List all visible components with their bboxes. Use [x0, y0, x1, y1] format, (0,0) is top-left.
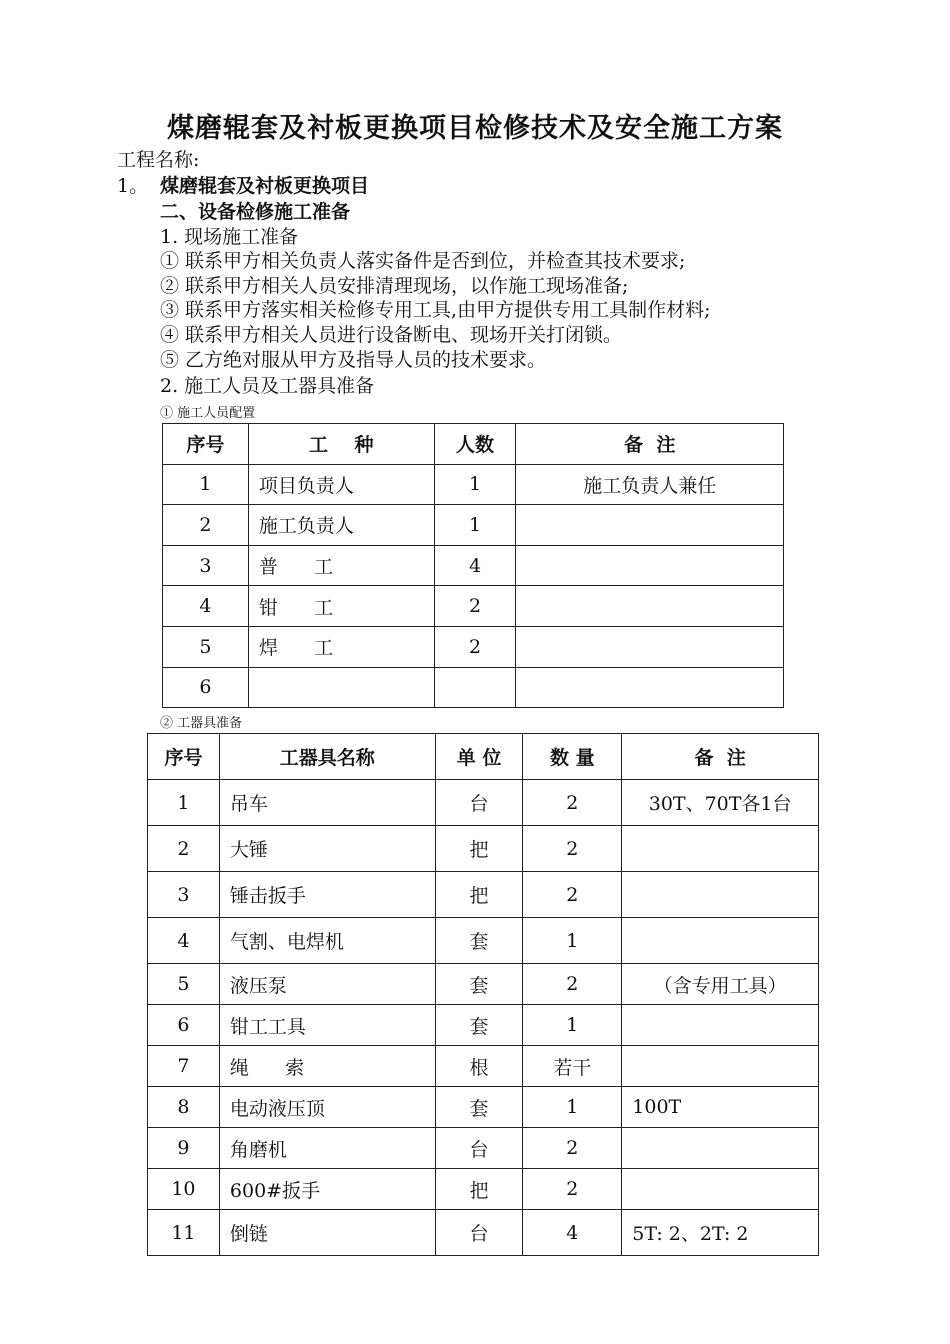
- table-row: [163, 545, 784, 586]
- cell-note: [622, 826, 819, 872]
- cell-tool-name: 大锤: [219, 826, 435, 872]
- cell-unit: 套: [435, 918, 523, 964]
- cell-index: 1: [163, 464, 249, 505]
- cell-note: 施工负责人兼任: [516, 464, 784, 505]
- cell-note: [622, 1005, 819, 1046]
- prep-item-2: ② 联系甲方相关人员安排清理现场，以作施工现场准备;: [160, 275, 629, 297]
- cell-unit: 套: [435, 964, 523, 1005]
- cell-quantity: 2: [523, 826, 622, 872]
- cell-note: [622, 1169, 819, 1210]
- subsection-1-heading: 1. 现场施工准备: [160, 226, 299, 248]
- header-cell: 序号: [163, 424, 249, 465]
- cell-count: [434, 667, 516, 708]
- cell-unit: 把: [435, 1169, 523, 1210]
- cell-role: 焊 工: [248, 626, 434, 667]
- cell-note: [516, 545, 784, 586]
- table-row: [148, 872, 819, 918]
- cell-count: 2: [434, 586, 516, 627]
- cell-note: 100T: [622, 1087, 819, 1128]
- cell-index: 3: [148, 872, 220, 918]
- cell-quantity: 1: [523, 1087, 622, 1128]
- table-row: [148, 826, 819, 872]
- cell-note: [622, 1046, 819, 1087]
- header-cell: 工器具名称: [219, 734, 435, 780]
- table-row: [148, 964, 819, 1005]
- cell-index: 1: [148, 780, 220, 826]
- table-row: [148, 918, 819, 964]
- cell-tool-name: 锤击扳手: [219, 872, 435, 918]
- project-name-label: 工程名称:: [117, 149, 200, 171]
- prep-item-4: ④ 联系甲方相关人员进行设备断电、现场开关打闭锁。: [160, 324, 623, 346]
- prep-item-1: ① 联系甲方相关负责人落实备件是否到位，并检查其技术要求;: [160, 250, 686, 272]
- cell-index: 5: [163, 626, 249, 667]
- header-cell: 工 种: [248, 424, 434, 465]
- cell-index: 10: [148, 1169, 220, 1210]
- table-row: [148, 1087, 819, 1128]
- cell-tool-name: 600#扳手: [219, 1169, 435, 1210]
- table-row: [148, 1005, 819, 1046]
- cell-quantity: 1: [523, 918, 622, 964]
- cell-note: [516, 667, 784, 708]
- cell-index: 8: [148, 1087, 220, 1128]
- section-2-heading: 二、设备检修施工准备: [160, 201, 351, 223]
- cell-role: 钳 工: [248, 586, 434, 627]
- header-cell: 单 位: [435, 734, 523, 780]
- table-row: [163, 505, 784, 546]
- cell-tool-name: 液压泵: [219, 964, 435, 1005]
- cell-index: 6: [148, 1005, 220, 1046]
- cell-quantity: 2: [523, 780, 622, 826]
- table-header-row: [163, 424, 784, 465]
- table-row: [163, 464, 784, 505]
- cell-note: [622, 918, 819, 964]
- cell-note: [516, 626, 784, 667]
- cell-index: 2: [148, 826, 220, 872]
- subsection-2-heading: 2. 施工人员及工器具准备: [160, 375, 375, 397]
- cell-count: 4: [434, 545, 516, 586]
- table-row: [148, 1210, 819, 1256]
- cell-index: 4: [163, 586, 249, 627]
- cell-unit: 套: [435, 1005, 523, 1046]
- cell-unit: 把: [435, 826, 523, 872]
- prep-item-3: ③ 联系甲方落实相关检修专用工具,由甲方提供专用工具制作材料;: [160, 299, 711, 321]
- tools-caption: ② 工器具准备: [160, 716, 243, 731]
- header-cell: 序号: [148, 734, 220, 780]
- cell-tool-name: 倒链: [219, 1210, 435, 1256]
- cell-quantity: 4: [523, 1210, 622, 1256]
- document-title: 煤磨辊套及衬板更换项目检修技术及安全施工方案: [167, 113, 783, 144]
- cell-role: 项目负责人: [248, 464, 434, 505]
- cell-quantity: 2: [523, 964, 622, 1005]
- cell-unit: 台: [435, 1210, 523, 1256]
- cell-index: 5: [148, 964, 220, 1005]
- table-row: [148, 1046, 819, 1087]
- cell-unit: 台: [435, 780, 523, 826]
- cell-count: 1: [434, 464, 516, 505]
- personnel-table: [162, 423, 784, 708]
- cell-index: 6: [163, 667, 249, 708]
- item-1-text: 煤磨辊套及衬板更换项目: [160, 175, 370, 197]
- table-header-row: [148, 734, 819, 780]
- cell-tool-name: 钳工工具: [219, 1005, 435, 1046]
- table-row: [148, 1169, 819, 1210]
- prep-item-5: ⑤ 乙方绝对服从甲方及指导人员的技术要求。: [160, 349, 547, 371]
- cell-quantity: 2: [523, 1128, 622, 1169]
- header-cell: 备 注: [622, 734, 819, 780]
- cell-tool-name: 电动液压顶: [219, 1087, 435, 1128]
- cell-tool-name: 吊车: [219, 780, 435, 826]
- table-row: [163, 586, 784, 627]
- tools-table: [147, 733, 819, 1256]
- cell-note: 30T、70T各1台: [622, 780, 819, 826]
- cell-role: 普 工: [248, 545, 434, 586]
- item-1-number: 1。: [117, 175, 149, 197]
- cell-tool-name: 气割、电焊机: [219, 918, 435, 964]
- cell-quantity: 2: [523, 872, 622, 918]
- cell-unit: 把: [435, 872, 523, 918]
- header-cell: 人数: [434, 424, 516, 465]
- cell-note: [516, 505, 784, 546]
- cell-index: 9: [148, 1128, 220, 1169]
- cell-index: 7: [148, 1046, 220, 1087]
- cell-quantity: 1: [523, 1005, 622, 1046]
- cell-quantity: 若干: [523, 1046, 622, 1087]
- cell-tool-name: 角磨机: [219, 1128, 435, 1169]
- cell-count: 1: [434, 505, 516, 546]
- cell-note: [516, 586, 784, 627]
- table-row: [163, 667, 784, 708]
- table-row: [148, 780, 819, 826]
- cell-note: [622, 872, 819, 918]
- cell-quantity: 2: [523, 1169, 622, 1210]
- cell-tool-name: 绳 索: [219, 1046, 435, 1087]
- cell-role: 施工负责人: [248, 505, 434, 546]
- cell-unit: 套: [435, 1087, 523, 1128]
- cell-index: 3: [163, 545, 249, 586]
- cell-index: 2: [163, 505, 249, 546]
- cell-count: 2: [434, 626, 516, 667]
- cell-note: （含专用工具）: [622, 964, 819, 1005]
- cell-unit: 台: [435, 1128, 523, 1169]
- personnel-caption: ① 施工人员配置: [160, 406, 256, 421]
- header-cell: 数 量: [523, 734, 622, 780]
- table-row: [148, 1128, 819, 1169]
- cell-index: 4: [148, 918, 220, 964]
- cell-note: 5T: 2、2T: 2: [622, 1210, 819, 1256]
- table-row: [163, 626, 784, 667]
- cell-note: [622, 1128, 819, 1169]
- header-cell: 备 注: [516, 424, 784, 465]
- cell-unit: 根: [435, 1046, 523, 1087]
- cell-role: [248, 667, 434, 708]
- cell-index: 11: [148, 1210, 220, 1256]
